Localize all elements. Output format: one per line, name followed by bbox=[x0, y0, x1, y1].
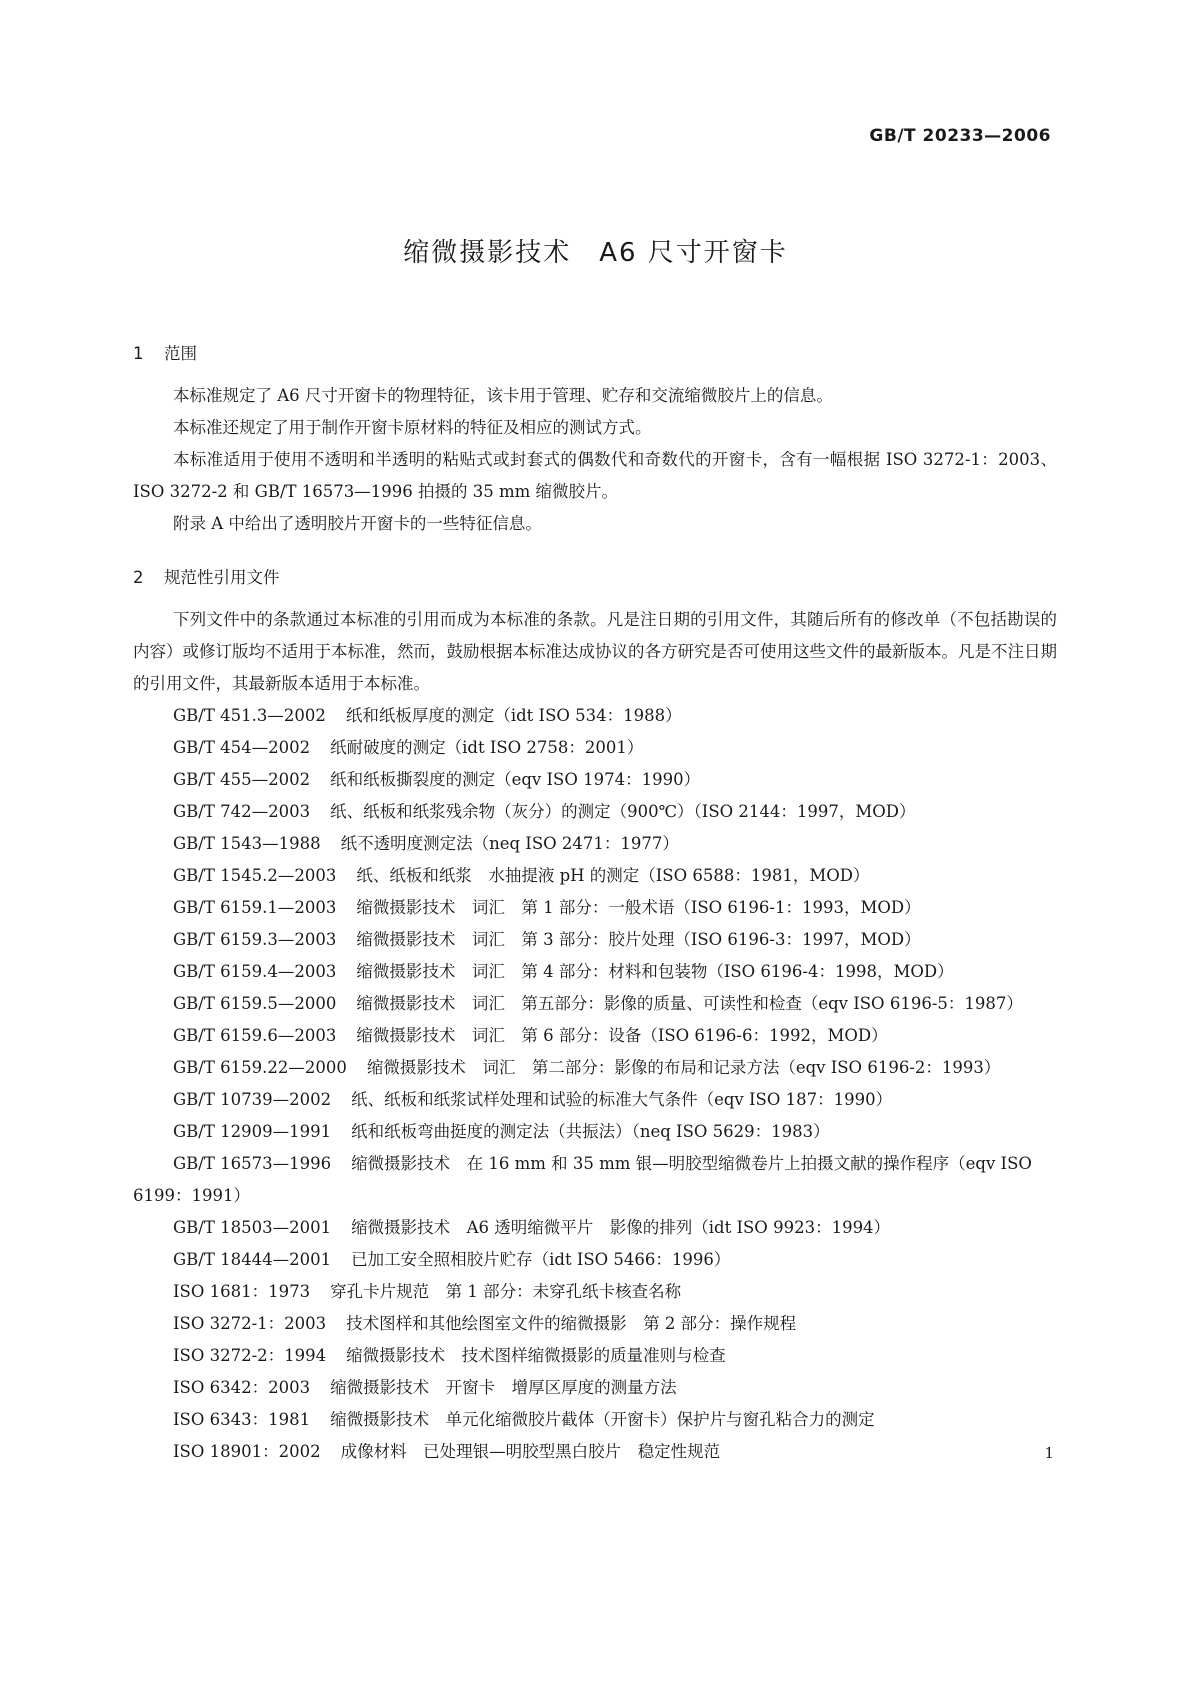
reference-title: 纸和纸板撕裂度的测定（eqv ISO 1974：1990） bbox=[330, 770, 701, 789]
reference-item bbox=[133, 1404, 1057, 1436]
reference-title: 纸耐破度的测定（idt ISO 2758：2001） bbox=[330, 738, 644, 757]
section-heading-scope bbox=[133, 340, 197, 364]
reference-item bbox=[133, 956, 1057, 988]
reference-item bbox=[133, 1340, 1057, 1372]
reference-title: 已加工安全照相胶片贮存（idt ISO 5466：1996） bbox=[351, 1250, 731, 1269]
reference-item bbox=[133, 1116, 1057, 1148]
reference-item bbox=[133, 924, 1057, 956]
reference-code: ISO 18901：2002 bbox=[173, 1442, 321, 1461]
reference-title: 缩微摄影技术 在 16 mm 和 35 mm 银—明胶型缩微卷片上拍摄文献的操作程序（eqv ISO 6199：1991） bbox=[133, 1154, 1032, 1205]
reference-code: ISO 6343：1981 bbox=[173, 1410, 311, 1429]
standard-code: GB/T 20233—2006 bbox=[869, 126, 1051, 146]
reference-title: 缩微摄影技术 词汇 第 4 部分：材料和包装物（ISO 6196-4：1998，MOD） bbox=[356, 962, 954, 981]
reference-item bbox=[133, 764, 1057, 796]
reference-title: 纸和纸板弯曲挺度的测定法（共振法）（neq ISO 5629：1983） bbox=[351, 1122, 830, 1141]
reference-code: GB/T 1545.2—2003 bbox=[173, 866, 337, 885]
section-title: 范围 bbox=[164, 344, 197, 363]
paragraph: 下列文件中的条款通过本标准的引用而成为本标准的条款。凡是注日期的引用文件，其随后所有的修改单（不包括勘误的内容）或修订版均不适用于本标准，然而，鼓励根据本标准达成协议的各方研究是否可使用这些文件的最新版本。凡是不注日期的引用文件，其最新版本适用于本标准。 bbox=[133, 610, 1057, 693]
reference-title: 缩微摄影技术 词汇 第 3 部分：胶片处理（ISO 6196-3：1997，MOD） bbox=[356, 930, 921, 949]
document-title: 缩微摄影技术 A6 尺寸开窗卡 bbox=[403, 238, 788, 268]
reference-title: 缩微摄影技术 开窗卡 增厚区厚度的测量方法 bbox=[330, 1378, 677, 1397]
reference-title: 成像材料 已处理银—明胶型黑白胶片 稳定性规范 bbox=[340, 1442, 721, 1461]
reference-title: 纸、纸板和纸浆试样处理和试验的标准大气条件（eqv ISO 187：1990） bbox=[351, 1090, 893, 1109]
reference-item bbox=[133, 988, 1057, 1020]
reference-code: GB/T 6159.3—2003 bbox=[173, 930, 337, 949]
reference-title: 缩微摄影技术 词汇 第 1 部分：一般术语（ISO 6196-1：1993，MOD） bbox=[356, 898, 921, 917]
reference-code: GB/T 18444—2001 bbox=[173, 1250, 332, 1269]
section-title: 规范性引用文件 bbox=[164, 568, 280, 587]
reference-title: 缩微摄影技术 词汇 第二部分：影像的布局和记录方法（eqv ISO 6196-2：1993） bbox=[366, 1058, 1001, 1077]
section-number: 2 bbox=[133, 568, 144, 587]
reference-item bbox=[133, 1276, 1057, 1308]
reference-code: GB/T 6159.1—2003 bbox=[173, 898, 337, 917]
paragraph: 附录 A 中给出了透明胶片开窗卡的一些特征信息。 bbox=[173, 514, 542, 533]
reference-item bbox=[133, 700, 1057, 732]
reference-title: 缩微摄影技术 A6 透明缩微平片 影像的排列（idt ISO 9923：1994） bbox=[351, 1218, 891, 1237]
reference-item bbox=[133, 1148, 1057, 1212]
reference-code: GB/T 18503—2001 bbox=[173, 1218, 332, 1237]
section-body-normative-references bbox=[133, 604, 1057, 700]
reference-code: GB/T 454—2002 bbox=[173, 738, 311, 757]
reference-code: GB/T 742—2003 bbox=[173, 802, 311, 821]
reference-title: 缩微摄影技术 词汇 第 6 部分：设备（ISO 6196-6：1992，MOD） bbox=[356, 1026, 888, 1045]
page-number: 1 bbox=[1044, 1444, 1054, 1462]
reference-list bbox=[133, 700, 1057, 1468]
section-body-scope bbox=[133, 380, 1057, 540]
reference-item bbox=[133, 1244, 1057, 1276]
reference-code: GB/T 6159.6—2003 bbox=[173, 1026, 337, 1045]
reference-item bbox=[133, 1436, 1057, 1468]
reference-title: 穿孔卡片规范 第 1 部分：未穿孔纸卡核查名称 bbox=[330, 1282, 682, 1301]
reference-title: 纸、纸板和纸浆残余物（灰分）的测定（900℃）（ISO 2144：1997，MOD） bbox=[330, 802, 916, 821]
reference-code: GB/T 10739—2002 bbox=[173, 1090, 332, 1109]
reference-title: 缩微摄影技术 单元化缩微胶片截体（开窗卡）保护片与窗孔粘合力的测定 bbox=[330, 1410, 875, 1429]
reference-code: ISO 3272-1：2003 bbox=[173, 1314, 327, 1333]
reference-code: GB/T 6159.5—2000 bbox=[173, 994, 337, 1013]
reference-code: GB/T 6159.4—2003 bbox=[173, 962, 337, 981]
reference-item bbox=[133, 860, 1057, 892]
reference-title: 技术图样和其他绘图室文件的缩微摄影 第 2 部分：操作规程 bbox=[346, 1314, 797, 1333]
reference-code: GB/T 12909—1991 bbox=[173, 1122, 332, 1141]
reference-code: GB/T 16573—1996 bbox=[173, 1154, 332, 1173]
reference-code: GB/T 455—2002 bbox=[173, 770, 311, 789]
reference-title: 缩微摄影技术 技术图样缩微摄影的质量准则与检查 bbox=[346, 1346, 726, 1365]
reference-title: 纸和纸板厚度的测定（idt ISO 534：1988） bbox=[345, 706, 682, 725]
reference-code: ISO 6342：2003 bbox=[173, 1378, 311, 1397]
reference-code: ISO 3272-2：1994 bbox=[173, 1346, 327, 1365]
section-heading-normative-references bbox=[133, 564, 280, 588]
reference-title: 缩微摄影技术 词汇 第五部分：影像的质量、可读性和检查（eqv ISO 6196-5：1987） bbox=[356, 994, 1023, 1013]
reference-title: 纸不透明度测定法（neq ISO 2471：1977） bbox=[340, 834, 679, 853]
reference-code: GB/T 1543—1988 bbox=[173, 834, 321, 853]
reference-item bbox=[133, 892, 1057, 924]
reference-title: 纸、纸板和纸浆 水抽提液 pH 的测定（ISO 6588：1981，MOD） bbox=[356, 866, 870, 885]
reference-code: GB/T 451.3—2002 bbox=[173, 706, 326, 725]
section-number: 1 bbox=[133, 344, 144, 363]
reference-item bbox=[133, 1052, 1057, 1084]
reference-item bbox=[133, 1084, 1057, 1116]
paragraph: 本标准规定了 A6 尺寸开窗卡的物理特征，该卡用于管理、贮存和交流缩微胶片上的信息。 bbox=[173, 386, 833, 405]
reference-item bbox=[133, 732, 1057, 764]
reference-item bbox=[133, 828, 1057, 860]
reference-item bbox=[133, 1308, 1057, 1340]
reference-item bbox=[133, 1020, 1057, 1052]
reference-code: ISO 1681：1973 bbox=[173, 1282, 311, 1301]
paragraph: 本标准还规定了用于制作开窗卡原材料的特征及相应的测试方式。 bbox=[173, 418, 652, 437]
paragraph: 本标准适用于使用不透明和半透明的粘贴式或封套式的偶数代和奇数代的开窗卡，含有一幅根据 ISO 3272-1：2003、ISO 3272-2 和 GB/T 16573—1996 拍摄的 35 mm 缩微胶片。 bbox=[133, 450, 1057, 501]
reference-code: GB/T 6159.22—2000 bbox=[173, 1058, 347, 1077]
reference-item bbox=[133, 796, 1057, 828]
reference-item bbox=[133, 1212, 1057, 1244]
reference-item bbox=[133, 1372, 1057, 1404]
